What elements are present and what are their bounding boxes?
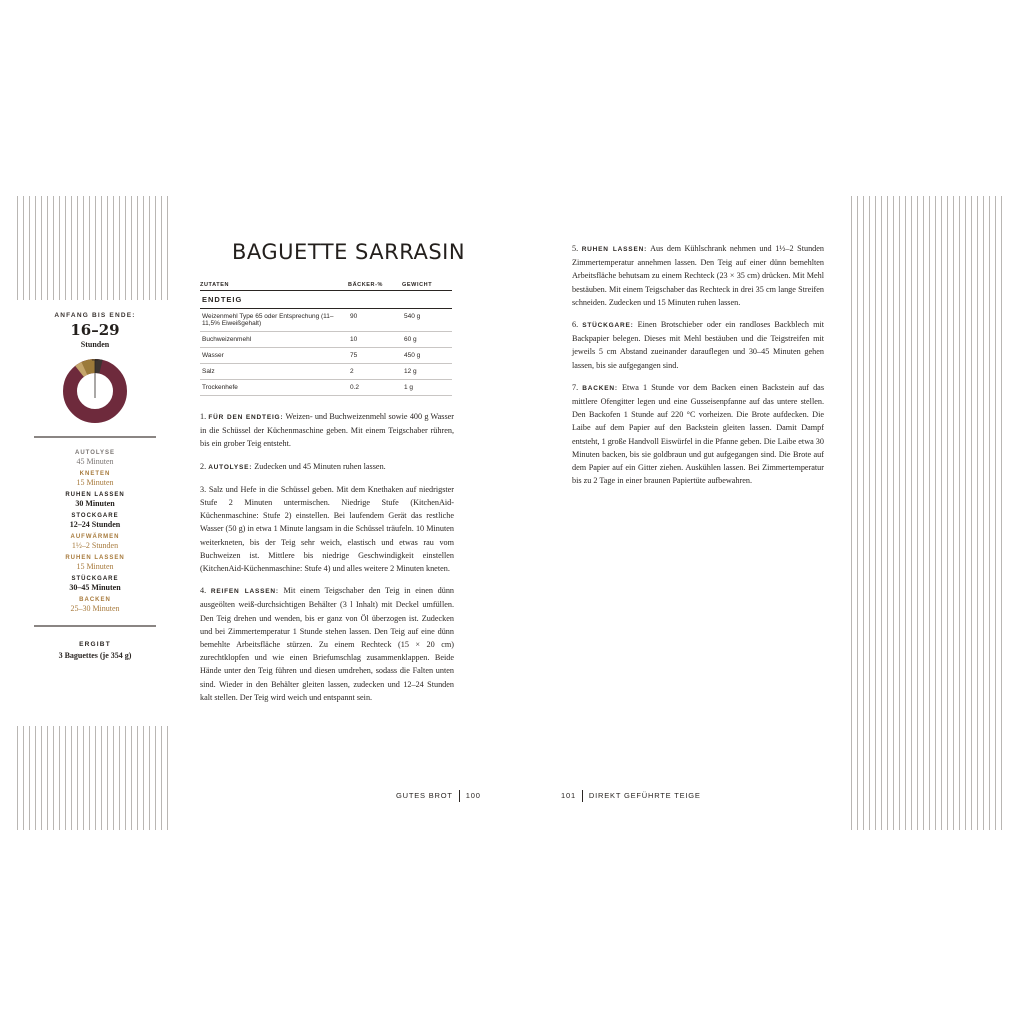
process-step-name: AUFWÄRMEN — [70, 534, 120, 540]
total-time-hours: 16–29 — [70, 321, 120, 339]
instruction-step — [572, 242, 824, 309]
instruction-number: 3. — [200, 484, 209, 494]
section-label: ENDTEIG — [200, 291, 452, 309]
baker-percent: 10 — [348, 332, 402, 348]
process-step — [34, 450, 156, 466]
decorative-lines-top-left — [17, 196, 173, 300]
process-step — [34, 513, 156, 529]
instruction-number: 4. — [200, 586, 211, 596]
process-step — [34, 576, 156, 592]
instruction-label: RUHEN LASSEN: — [581, 246, 648, 253]
process-step-time: 15 Minuten — [76, 478, 114, 487]
footer-divider-left — [459, 790, 460, 802]
footer-left — [396, 790, 481, 802]
sidebar-divider-bottom — [34, 625, 156, 627]
instruction-number: 2. — [200, 461, 209, 471]
process-step — [34, 471, 156, 487]
ingredient-name: Buchweizenmehl — [200, 332, 348, 348]
instruction-text: Salz und Hefe in die Schüssel geben. Mit dem Knethaken auf niedrigster Stufe 2 Minuten untermischen. Niedrige Stufe (KitchenAid-Küchenmaschine: Stufe 2) einstellen. Bei laufendem Gerät das restliche Wasser (50 g) in etwa 1 Minute langsam in die Schüssel träufeln. 10 Minuten weiterkneten, bis der Teig sehr weich, elastisch und etwas rau vom Buchweizen ist. Mittlere bis niedrige Geschwindigkeit einstellen (KitchenAid-Küchenmaschine: Stufe 4) und alles weitere 2 Minuten kneten. — [200, 484, 455, 574]
footer-right — [561, 790, 701, 802]
instruction-step — [572, 318, 824, 372]
ingredients-table — [200, 280, 452, 396]
process-step-name: AUTOLYSE — [74, 450, 115, 456]
ingredient-weight: 540 g — [402, 309, 452, 332]
total-time-caption: ANFANG BIS ENDE: — [54, 312, 136, 319]
instruction-number: 6. — [572, 320, 583, 330]
process-step-name: KNETEN — [79, 471, 111, 477]
column-header-weight: GEWICHT — [402, 280, 452, 291]
baker-percent: 90 — [348, 309, 402, 332]
ingredient-row — [200, 364, 452, 380]
ingredient-weight: 12 g — [402, 364, 452, 380]
ingredient-row — [200, 348, 452, 364]
column-header-ingredients: ZUTATEN — [200, 280, 348, 291]
time-donut-chart — [62, 358, 128, 424]
sidebar-divider-top — [34, 436, 156, 438]
process-step-name: STOCKGARE — [71, 513, 119, 519]
ingredient-weight: 450 g — [402, 348, 452, 364]
instruction-number: 1. — [200, 412, 209, 421]
instruction-step — [200, 584, 454, 704]
instruction-number: 5. — [572, 244, 582, 253]
instruction-text: Etwa 1 Stunde vor dem Backen einen Backstein auf das mittlere Ofengitter legen und eine Gusseisenpfanne auf das untere stellen. Den Backofen 1 Stunde auf 220 °C vorheizen. Die Brote aufdecken. Die Laibe auf dem Papier auf den Backstein gleiten lassen. Damit Dampf entsteht, 1 große Handvoll Eiswürfel in die Pfanne geben. Die Laibe etwa 30 Minuten backen, bis sie goldbraun und gut aufgegangen sind. Die Brote auf dem Papier auf ein Gitter ziehen. Auskühlen lassen. Bei Zimmertemperatur bis zu 2 Tage in einer braunen Papiertüte aufbewahren. — [572, 382, 825, 486]
instruction-text: Weizen- und Buchweizenmehl sowie 400 g Wasser in die Schüssel der Küchenmaschine geben. Mit einem Teigschaber rühren, bis ein grober Teig entsteht. — [200, 412, 454, 449]
footer-page-number-right: 101 — [561, 790, 576, 800]
instruction-text: Mit einem Teigschaber den Teig in einen dünn ausgeölten weiß-durchsichtigen Behälter (3 l Inhalt) mit Deckel umfüllen. Den Teig drehen und wenden, bis er ganz von Öl überzogen ist. Zudecken und bei Zimmertemperatur 1 Stunde stehen lassen. Den Teig auf eine dünn bemehlte Arbeitsfläche stürzen. Zu einem Rechteck (15 × 20 cm) zurechtklopfen und wie einen Briefumschlag zusammenklappen. Beide Hände unter den Teig führen und diesen umdrehen, sodass die Falten unten sind. Wieder in den Behälter gleiten lassen, zudecken und 12–24 Stunden kalt stellen. Der Teig wird weich und entspannt sein. — [200, 586, 455, 702]
column-header-baker-percent: BÄCKER-% — [348, 280, 402, 291]
ingredient-name: Weizenmehl Type 65 oder Entsprechung (11–11,5% Eiweißgehalt) — [200, 309, 348, 332]
ingredient-weight: 1 g — [402, 380, 452, 396]
yield-value: 3 Baguettes (je 354 g) — [58, 651, 132, 660]
process-step-time: 30–45 Minuten — [69, 583, 121, 592]
donut-segment-autolyse — [84, 366, 95, 368]
ingredient-weight: 60 g — [402, 332, 452, 348]
process-step-time: 45 Minuten — [76, 457, 114, 466]
instruction-step — [200, 410, 454, 451]
instruction-step — [200, 483, 454, 575]
donut-segment-kneten — [80, 368, 85, 371]
footer-chapter-title: DIREKT GEFÜHRTE TEIGE — [588, 790, 701, 800]
instruction-step — [200, 460, 454, 474]
process-step-name: BACKEN — [79, 597, 111, 603]
footer-divider-right — [582, 790, 583, 802]
instruction-text: Zudecken und 45 Minuten ruhen lassen. — [252, 461, 386, 471]
process-step-time: 1½–2 Stunden — [71, 541, 119, 550]
process-step-time: 15 Minuten — [76, 562, 114, 571]
ingredient-row — [200, 309, 452, 332]
instruction-label: REIFEN LASSEN: — [210, 588, 279, 596]
process-step-name: RUHEN LASSEN — [65, 555, 125, 561]
process-step — [34, 597, 156, 613]
process-step — [34, 555, 156, 571]
instruction-text: Einen Brotschieber oder ein randloses Backblech mit Backpapier belegen. Dieses mit Mehl bestäuben und die Teigstreifen mit jeweils 5 cm Abstand zueinander darauflegen und 30–45 Minuten gehen lassen, bis sie aufgegangen sind. — [572, 320, 824, 370]
instruction-label: BACKEN: — [582, 384, 618, 392]
footer-page-number-left: 100 — [465, 790, 481, 800]
instruction-step — [572, 381, 824, 488]
baker-percent: 2 — [348, 364, 402, 380]
section-row — [200, 291, 452, 309]
total-time-unit: Stunden — [80, 340, 110, 349]
ingredient-name: Trockenhefe — [200, 380, 348, 396]
ingredient-name: Salz — [200, 364, 348, 380]
instruction-number: 7. — [572, 382, 583, 392]
footer-book-title: GUTES BROT — [396, 790, 453, 800]
instructions-right — [572, 242, 824, 496]
process-step — [34, 492, 156, 508]
process-step-name: STÜCKGARE — [71, 576, 119, 582]
ingredients-header-row — [200, 280, 452, 291]
process-step-time: 25–30 Minuten — [70, 604, 120, 613]
instruction-label: FÜR DEN ENDTEIG: — [208, 414, 284, 421]
recipe-title: BAGUETTE SARRASIN — [232, 240, 466, 264]
donut-segment-ruhen — [95, 366, 101, 367]
timeline-sidebar — [34, 312, 156, 660]
ingredient-row — [200, 380, 452, 396]
process-steps-list — [34, 450, 156, 613]
baker-percent: 0.2 — [348, 380, 402, 396]
process-step — [34, 534, 156, 550]
yield-caption: ERGIBT — [79, 641, 111, 648]
instruction-text: Aus dem Kühlschrank nehmen und 1½–2 Stunden Zimmertemperatur annehmen lassen. Den Teig auf einer dünn bemehlten Arbeitsfläche behutsam zu einem Rechteck (23 × 35 cm) drücken. Mit Mehl bestäuben. Mit einem Teigschaber das Rechteck in drei 35 cm lange Streifen schneiden. Zudecken und 15 Minuten ruhen lassen. — [572, 244, 824, 307]
decorative-lines-right — [851, 196, 1007, 830]
decorative-lines-bottom-left — [17, 726, 173, 830]
ingredient-row — [200, 332, 452, 348]
instruction-label: AUTOLYSE: — [208, 463, 253, 471]
process-step-name: RUHEN LASSEN — [65, 492, 125, 498]
process-step-time: 30 Minuten — [75, 499, 115, 508]
instructions-left — [200, 410, 454, 713]
process-step-time: 12–24 Stunden — [69, 520, 121, 529]
instruction-label: STÜCKGARE: — [582, 322, 634, 330]
baker-percent: 75 — [348, 348, 402, 364]
ingredient-name: Wasser — [200, 348, 348, 364]
